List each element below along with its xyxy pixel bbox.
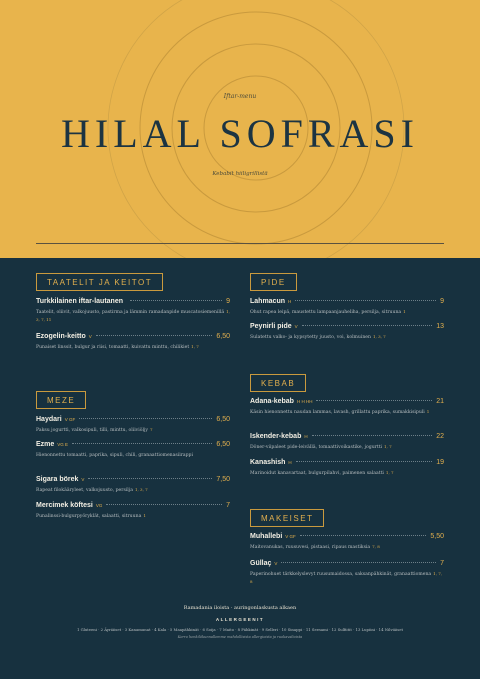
item-allergens: 1, 7 (191, 344, 199, 349)
item-name: Ezme (36, 441, 55, 448)
item-description: Maitovanukas, ruusuvesi, pistaasi, ripaus mastiksia (250, 545, 371, 550)
item-allergens: 1, 3, 7 (372, 334, 386, 339)
item-name: Adana-kebab (250, 398, 294, 405)
item-description: Punalinssi-bulgurpyöryklät, salaatti, sitruuna (36, 514, 142, 519)
item-name: Kanashish (250, 459, 286, 466)
leader-dots (130, 300, 222, 301)
menu-item (250, 323, 444, 341)
item-tag: V (88, 334, 92, 339)
item-description: Sulatettu valko- ja kypsytetty juusto, voi, kolmuinen (250, 335, 371, 340)
leader-dots (312, 435, 433, 436)
item-description: Marinoidut kanavartaat, bulgurpilahvi, paimenen salaatti (250, 471, 384, 476)
leader-dots (88, 478, 212, 479)
item-tag: V (81, 477, 85, 482)
item-allergens: 1, 7 (384, 444, 392, 449)
item-tag: H (304, 434, 308, 439)
menu-item (36, 441, 230, 459)
footer-tagline: Ramadania iloista · auringonlaskusta alkaen (183, 605, 297, 611)
item-tag: VG E (57, 442, 69, 447)
leader-dots (281, 562, 436, 563)
item-tag: VG (95, 503, 103, 508)
item-name: Haydari (36, 416, 62, 423)
item-allergens: 1, 3, 7, 11 (36, 309, 230, 323)
item-name: Turkkilainen iftar-lautanen (36, 298, 123, 305)
item-description: Taatelit, oliivit, valkojuusto, pastirma ja lämmin ramadanpide muscatosiemenillä (36, 310, 225, 315)
item-price: 6,50 (216, 416, 230, 423)
item-allergens: 1, 7, 8 (250, 571, 443, 585)
item-price: 6,50 (216, 441, 230, 448)
leader-dots (302, 325, 433, 326)
section-title-meze: MEZE (36, 391, 86, 409)
menu-item (36, 298, 230, 324)
section-title-taatelit: TAATELIT JA KEITOT (36, 273, 163, 291)
item-allergens: 7, 8 (372, 544, 380, 549)
item-name: Mercimek köftesi (36, 502, 93, 509)
item-tag: H (288, 460, 292, 465)
menu-header (0, 0, 480, 258)
item-name: Peynirli pide (250, 323, 292, 330)
menu-subtitle: Iftar-menu (223, 93, 257, 100)
menu-item (250, 298, 444, 316)
item-price: 9 (226, 298, 230, 305)
leader-dots (96, 335, 213, 336)
leader-dots (295, 300, 436, 301)
allergen-heading: ALLERGEENIT (215, 617, 265, 622)
item-price: 21 (436, 398, 444, 405)
leader-dots (316, 400, 432, 401)
item-allergens: 7 (149, 427, 153, 432)
leader-dots (296, 461, 433, 462)
item-description: Paperinohuet tärkkelyslevyt ruusumaidossa, saksanpähkinät, granaattiomena (250, 572, 432, 577)
item-tag: H H HH (296, 399, 313, 404)
restaurant-title: HILAL SOFRASI (61, 111, 419, 156)
leader-dots (106, 504, 222, 505)
item-description: Ohut rapea leipä, maustettu lampaanjauheliha, persilja, sitruuna (250, 310, 402, 315)
item-price: 22 (436, 433, 444, 440)
item-name: Sigara börek (36, 476, 79, 483)
menu-item (36, 476, 230, 494)
item-tag: V (294, 324, 298, 329)
item-description: Punaiset linssit, bulgur ja riisi, tomaatti, kuivattu minttu, chilikiet (36, 345, 190, 350)
item-description: Paksu jogurtti, valkosipuli, tilli, minttu, oliiviöljy (36, 428, 148, 433)
item-allergens: 1 (426, 409, 430, 414)
item-tag: V GF (285, 534, 296, 539)
leader-dots (300, 535, 427, 536)
item-tag: H (288, 299, 292, 304)
item-name: Güllaç (250, 560, 272, 567)
leader-dots (79, 418, 212, 419)
item-price: 7 (440, 560, 444, 567)
menu-item (36, 333, 230, 351)
menu-item (250, 560, 444, 586)
item-allergens: 1 (403, 309, 406, 314)
item-name: Lahmacun (250, 298, 286, 305)
item-price: 7 (226, 502, 230, 509)
item-description: Käsin hienonnettu naudan lammas, lavash, grillattu paprika, sumakkisipuli (250, 410, 425, 415)
item-allergens: 1, 3, 7 (134, 487, 148, 492)
menu-item (250, 433, 444, 451)
item-name: Ezogelin-keitto (36, 333, 86, 340)
menu-item (36, 416, 230, 434)
menu-item (250, 459, 444, 477)
item-name: Iskender-kebab (250, 433, 302, 440)
item-name: Muhallebi (250, 533, 283, 540)
leader-dots (72, 443, 212, 444)
item-price: 7,50 (216, 476, 230, 483)
header-divider (36, 243, 444, 244)
item-price: 6,50 (216, 333, 230, 340)
item-description: Hienonnettu tomaatti, paprika, sipuli, chili, granaattiomenasiirappi (36, 453, 193, 458)
item-allergens: 1, 7 (385, 470, 394, 475)
item-price: 13 (436, 323, 444, 330)
item-tag: V GF (64, 417, 76, 422)
item-price: 9 (440, 298, 444, 305)
menu-item (36, 502, 230, 520)
item-allergens: 1 (143, 513, 146, 518)
item-price: 19 (436, 459, 444, 466)
menu-item (250, 533, 444, 551)
item-price: 5,50 (430, 533, 444, 540)
menu-tagline: Kebabit hiiligrillistä (212, 171, 268, 177)
section-title-makeiset: MAKEISET (250, 509, 324, 527)
section-title-pide: PIDE (250, 273, 297, 291)
section-title-kebab: KEBAB (250, 374, 306, 392)
item-description: Döner-viipaleet pide-leivällä, tomaattivoikastike, jogurtti (250, 445, 383, 450)
menu-item (250, 398, 444, 416)
item-tag: V (274, 561, 278, 566)
allergen-note: Kerro henkilökunnallemme mahdollisista allergioista ja ruokavalioista (177, 635, 303, 639)
allergen-list: 1 Gluteeni · 2 Äyriäiset · 3 Kanamunat · 4 Kala · 5 Maapähkinät · 6 Soija · 7 Maito · 8 Pähkinät · 9 Selleri · 10 Sinappi · 11 Seesami · 12 Sulfiitit · 13 Lupiini · 14 Nilviäiset (76, 627, 404, 632)
item-description: Rapeat filokääryleet, valkojuusto, persilja (36, 488, 133, 493)
